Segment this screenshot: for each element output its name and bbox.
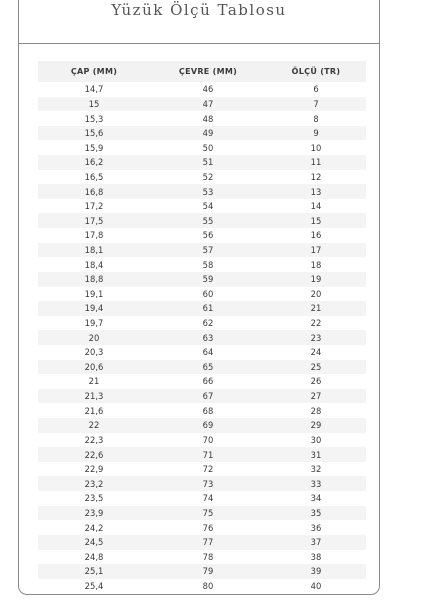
cell-diameter: 22,3 (84, 434, 104, 445)
table-row (38, 126, 366, 141)
cell-size: 31 (310, 449, 322, 460)
cell-circumference: 62 (202, 318, 214, 329)
cell-size: 36 (310, 522, 322, 533)
table-row (38, 476, 366, 491)
table-row (38, 447, 366, 462)
cell-size: 7 (313, 98, 319, 109)
cell-circumference: 70 (202, 434, 214, 445)
cell-diameter: 20 (88, 332, 100, 343)
cell-diameter: 24,5 (84, 537, 104, 548)
cell-diameter: 20,3 (84, 347, 104, 358)
cell-diameter: 23,9 (84, 507, 104, 518)
cell-size: 25 (310, 361, 322, 372)
cell-circumference: 63 (202, 332, 214, 343)
cell-circumference: 50 (202, 142, 214, 153)
cell-diameter: 23,2 (84, 478, 104, 489)
cell-circumference: 80 (202, 581, 214, 592)
table-row (38, 520, 366, 535)
table-row (38, 345, 366, 360)
chart-title: Yüzük Ölçü Tablosu (111, 1, 287, 19)
cell-circumference: 46 (202, 84, 214, 95)
cell-size: 10 (310, 142, 322, 153)
cell-diameter: 15,3 (84, 113, 104, 124)
cell-size: 28 (310, 405, 322, 416)
cell-size: 33 (310, 478, 322, 489)
cell-size: 16 (310, 230, 322, 241)
cell-diameter: 22 (88, 420, 100, 431)
table-row (38, 403, 366, 418)
cell-size: 15 (310, 215, 322, 226)
table-row (38, 97, 366, 112)
cell-circumference: 69 (202, 420, 214, 431)
cell-size: 37 (310, 537, 322, 548)
cell-size: 23 (310, 332, 322, 343)
cell-diameter: 25,4 (84, 581, 104, 592)
cell-size: 19 (310, 274, 322, 285)
cell-circumference: 67 (202, 391, 214, 402)
cell-size: 11 (310, 157, 322, 168)
table-row (38, 418, 366, 433)
cell-circumference: 58 (202, 259, 214, 270)
cell-circumference: 73 (202, 478, 214, 489)
table-row (38, 535, 366, 550)
cell-diameter: 19,4 (84, 303, 104, 314)
cell-size: 34 (310, 493, 322, 504)
cell-diameter: 19,1 (84, 288, 104, 299)
cell-circumference: 71 (202, 449, 214, 460)
table-row (38, 213, 366, 228)
title-divider (19, 43, 379, 44)
cell-diameter: 16,5 (84, 171, 104, 182)
table-row (38, 184, 366, 199)
table-row (38, 433, 366, 448)
cell-size: 12 (310, 171, 322, 182)
cell-circumference: 72 (202, 464, 214, 475)
cell-diameter: 14,7 (84, 84, 104, 95)
cell-size: 27 (310, 391, 322, 402)
table-row (38, 374, 366, 389)
cell-size: 39 (310, 566, 322, 577)
cell-size: 26 (310, 376, 322, 387)
table-row (38, 550, 366, 565)
table-row (38, 199, 366, 214)
cell-diameter: 15,9 (84, 142, 104, 153)
cell-circumference: 51 (202, 157, 214, 168)
cell-circumference: 64 (202, 347, 214, 358)
cell-circumference: 60 (202, 288, 214, 299)
cell-size: 21 (310, 303, 322, 314)
cell-size: 35 (310, 507, 322, 518)
table-row (38, 228, 366, 243)
table-row (38, 330, 366, 345)
table-row (38, 491, 366, 506)
cell-diameter: 16,8 (84, 186, 104, 197)
cell-size: 24 (310, 347, 322, 358)
header-diameter: ÇAP (MM) (70, 67, 118, 76)
table-row (38, 170, 366, 185)
table-body (38, 82, 366, 593)
cell-size: 38 (310, 551, 322, 562)
cell-circumference: 65 (202, 361, 214, 372)
cell-circumference: 68 (202, 405, 214, 416)
cell-diameter: 21,3 (84, 391, 104, 402)
table-row (38, 82, 366, 97)
cell-diameter: 16,2 (84, 157, 104, 168)
table-row (38, 316, 366, 331)
cell-size: 40 (310, 581, 322, 592)
cell-size: 6 (313, 84, 319, 95)
cell-circumference: 78 (202, 551, 214, 562)
table-row (38, 360, 366, 375)
cell-size: 30 (310, 434, 322, 445)
table-header (38, 61, 366, 82)
table-row (38, 506, 366, 521)
cell-size: 32 (310, 464, 322, 475)
cell-circumference: 56 (202, 230, 214, 241)
table-row (38, 287, 366, 302)
cell-size: 13 (310, 186, 322, 197)
cell-diameter: 21 (88, 376, 100, 387)
cell-size: 17 (310, 245, 322, 255)
cell-circumference: 59 (202, 274, 214, 285)
table-row (38, 257, 366, 272)
cell-size: 8 (313, 113, 319, 124)
cell-circumference: 66 (202, 376, 214, 387)
cell-circumference: 54 (202, 201, 214, 212)
header-circumference: ÇEVRE (MM) (178, 67, 238, 76)
cell-circumference: 77 (202, 537, 214, 548)
cell-diameter: 24,2 (84, 522, 104, 533)
cell-diameter: 19,7 (84, 318, 104, 329)
cell-diameter: 25,1 (84, 566, 104, 577)
header-size: ÖLÇÜ (TR) (291, 67, 341, 76)
cell-circumference: 79 (202, 566, 214, 577)
table-row (38, 301, 366, 316)
cell-circumference: 75 (202, 507, 214, 518)
table-row (38, 140, 366, 155)
cell-diameter: 20,6 (84, 361, 104, 372)
table-row (38, 243, 366, 258)
cell-circumference: 49 (202, 128, 214, 139)
cell-diameter: 18,4 (84, 259, 104, 270)
cell-diameter: 17,5 (84, 215, 104, 226)
cell-circumference: 55 (202, 215, 214, 226)
cell-size: 22 (310, 318, 322, 329)
cell-diameter: 22,6 (84, 449, 104, 460)
table-row (38, 389, 366, 404)
size-table (38, 61, 366, 593)
cell-circumference: 61 (202, 303, 214, 314)
cell-diameter: 17,8 (84, 230, 104, 241)
cell-diameter: 22,9 (84, 464, 104, 475)
cell-size: 14 (310, 201, 322, 212)
cell-diameter: 21,6 (84, 405, 104, 416)
cell-diameter: 24,8 (84, 551, 104, 562)
cell-diameter: 15 (88, 98, 100, 109)
cell-diameter: 17,2 (84, 201, 104, 212)
table-row (38, 462, 366, 477)
cell-circumference: 52 (202, 171, 214, 182)
cell-diameter: 18,8 (84, 274, 104, 285)
cell-size: 20 (310, 288, 322, 299)
cell-circumference: 76 (202, 522, 214, 533)
cell-size: 9 (313, 128, 319, 139)
table-row (38, 155, 366, 170)
table-row (38, 111, 366, 126)
table-row (38, 272, 366, 287)
cell-circumference: 48 (202, 113, 214, 124)
cell-diameter: 18,1 (84, 245, 104, 255)
cell-circumference: 53 (202, 186, 214, 197)
cell-diameter: 23,5 (84, 493, 104, 504)
cell-circumference: 47 (202, 98, 214, 109)
cell-size: 18 (310, 259, 322, 270)
table-row (38, 579, 366, 594)
table-row (38, 564, 366, 579)
cell-diameter: 15,6 (84, 128, 104, 139)
cell-circumference: 57 (202, 245, 214, 255)
cell-size: 29 (310, 420, 322, 431)
cell-circumference: 74 (202, 493, 214, 504)
